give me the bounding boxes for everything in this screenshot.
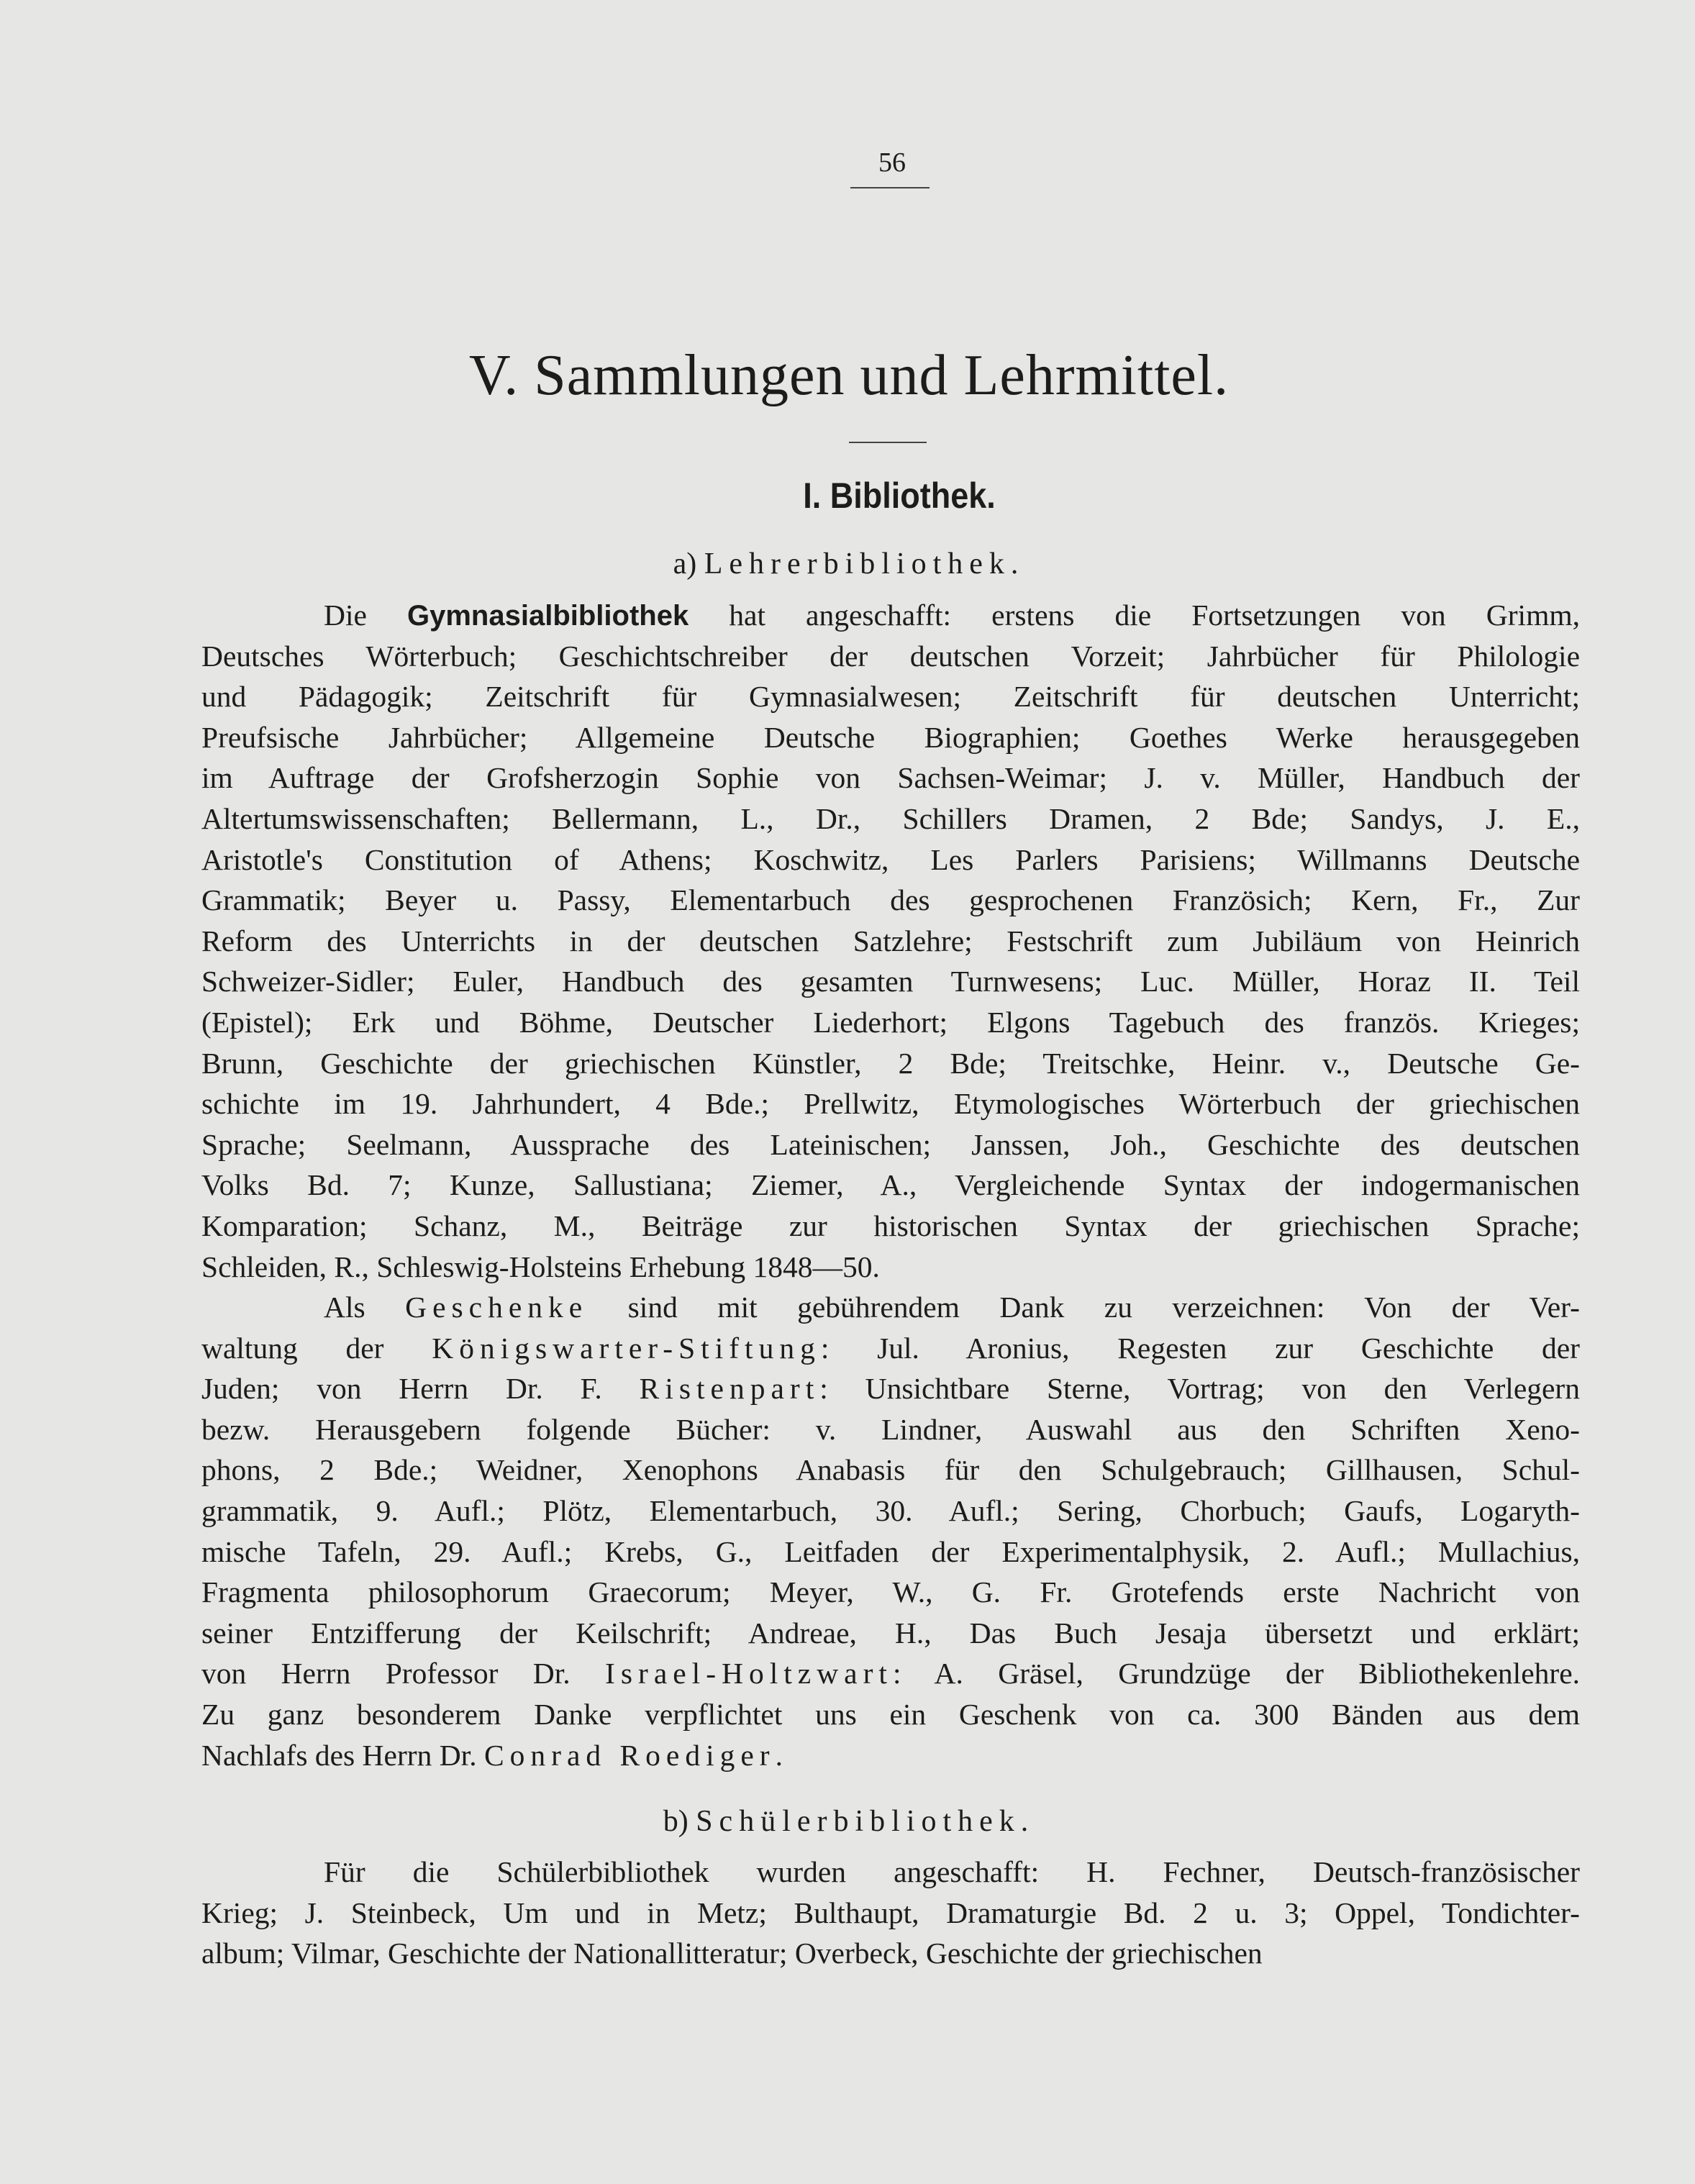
paragraph-line: (Epistel); Erk und Böhme, Deutscher Liederhort; Elgons Tagebuch des französ. Krieges;	[201, 1005, 1580, 1039]
paragraph-line: Deutsches Wörterbuch; Geschichtschreiber der deutschen Vorzeit; Jahrbücher für Philologie	[201, 639, 1580, 673]
paragraph-line: album; Vilmar, Geschichte der Nationallitteratur; Overbeck, Geschichte der griechischen	[201, 1937, 1263, 1970]
paragraph-line: im Auftrage der Grofsherzogin Sophie von Sachsen-Weimar; J. v. Müller, Handbuch der	[201, 761, 1580, 795]
paragraph-line: Sprache; Seelmann, Aussprache des Lateinischen; Janssen, Joh., Geschichte des deutschen	[201, 1127, 1580, 1161]
teacher-library-heading-word: Lehrerbibliothek.	[704, 547, 1025, 581]
paragraph-line: Aristotle's Constitution of Athens; Koschwitz, Les Parlers Parisiens; Willmanns Deutsche	[201, 842, 1580, 876]
spaced-emphasis: Königswarter-Stiftung	[432, 1331, 821, 1365]
paragraph-line: bezw. Herausgebern folgende Bücher: v. Lindner, Auswahl aus den Schriften Xeno-	[201, 1412, 1580, 1446]
paragraph-line: Schweizer-Sidler; Euler, Handbuch des gesamten Turnwesens; Luc. Müller, Horaz II. Teil	[201, 965, 1580, 998]
paragraph-line: grammatik, 9. Aufl.; Plötz, Elementarbuch, 30. Aufl.; Sering, Chorbuch; Gaufs, Logaryth-	[201, 1493, 1580, 1527]
teacher-library-heading-prefix: a)	[673, 547, 697, 581]
teacher-library-gifts-paragraph	[201, 1287, 1580, 1775]
paragraph-line: Reform des Unterrichts in der deutschen Satzlehre; Festschrift zum Jubiläum von Heinrich	[201, 924, 1580, 957]
page-number-rule	[850, 187, 930, 188]
paragraph-line: und Pädagogik; Zeitschrift für Gymnasialwesen; Zeitschrift für deutschen Unterricht;	[201, 680, 1580, 714]
student-library-heading	[273, 1801, 1424, 1842]
paragraph-line: Preufsische Jahrbücher; Allgemeine Deutsche Biographien; Goethes Werke herausgegeben	[201, 720, 1580, 754]
paragraph-line: seiner Entzifferung der Keilschrift; Andreae, H., Das Buch Jesaja übersetzt und erklärt;	[201, 1616, 1580, 1650]
paragraph-line: Volks Bd. 7; Kunze, Sallustiana; Ziemer, A., Vergleichende Syntax der indogermanischen	[201, 1168, 1580, 1202]
section-title: V. Sammlungen und Lehrmittel.	[468, 344, 1230, 407]
teacher-library-heading	[273, 544, 1424, 584]
teacher-library-purchases-paragraph	[201, 595, 1580, 1287]
paragraph-line: Für die Schülerbibliothek wurden angeschafft: H. Fechner, Deutsch-französischer	[324, 1855, 1580, 1888]
student-library-heading-word: Schülerbibliothek.	[696, 1805, 1035, 1838]
paragraph-line: Krieg; J. Steinbeck, Um und in Metz; Bulthaupt, Dramaturgie Bd. 2 u. 3; Oppel, Tondichter-	[201, 1896, 1580, 1929]
paragraph-line: Zu ganz besonderem Danke verpflichtet uns ein Geschenk von ca. 300 Bänden aus dem	[201, 1697, 1580, 1731]
paragraph-line: Nachlafs des Herrn Dr. Conrad Roediger.	[201, 1738, 783, 1772]
spaced-emphasis: Geschenke	[405, 1291, 589, 1324]
paragraph-line: schichte im 19. Jahrhundert, 4 Bde.; Prellwitz, Etymologisches Wörterbuch der griechischen	[201, 1087, 1580, 1121]
student-library-heading-prefix: b)	[663, 1805, 689, 1838]
page-number: 56	[878, 147, 906, 178]
paragraph-line: Als Geschenke sind mit gebührendem Dank zu verzeichnen: Von der Ver-	[324, 1291, 1580, 1324]
paragraph-line: Altertumswissenschaften; Bellermann, L., Dr., Schillers Dramen, 2 Bde; Sandys, J. E.,	[201, 801, 1580, 835]
paragraph-line: Komparation; Schanz, M., Beiträge zur historischen Syntax der griechischen Sprache;	[201, 1209, 1580, 1242]
spaced-emphasis: Ristenpart	[639, 1372, 820, 1406]
paragraph-line: mische Tafeln, 29. Aufl.; Krebs, G., Leitfaden der Experimentalphysik, 2. Aufl.; Mullachius,	[201, 1534, 1580, 1568]
spaced-emphasis: Conrad Roediger	[483, 1738, 776, 1772]
student-library-purchases-paragraph	[201, 1852, 1580, 1974]
paragraph-line: Brunn, Geschichte der griechischen Künstler, 2 Bde; Treitschke, Heinr. v., Deutsche Ge-	[201, 1046, 1580, 1080]
subsection-title: I. Bibliothek.	[803, 476, 996, 516]
title-rule	[849, 442, 927, 443]
paragraph-line: Fragmenta philosophorum Graecorum; Meyer, W., G. Fr. Grotefends erste Nachricht von	[201, 1575, 1580, 1609]
paragraph-line: von Herrn Professor Dr. Israel-Holtzwart: A. Gräsel, Grundzüge der Bibliothekenlehre.	[201, 1657, 1580, 1691]
paragraph-line: waltung der Königswarter-Stiftung: Jul. Aronius, Regesten zur Geschichte der	[201, 1331, 1580, 1365]
paragraph-line: Die Gymnasialbibliothek hat angeschafft: erstens die Fortsetzungen von Grimm,	[324, 599, 1581, 632]
paragraph-line: Grammatik; Beyer u. Passy, Elementarbuch des gesprochenen Französich; Kern, Fr., Zur	[201, 883, 1580, 917]
paragraph-line: Juden; von Herrn Dr. F. Ristenpart: Unsichtbare Sterne, Vortrag; von den Verlegern	[201, 1372, 1580, 1406]
bold-term: Gymnasialbibliothek	[407, 600, 689, 632]
spaced-emphasis: Israel-Holtzwart	[605, 1657, 893, 1691]
paragraph-line: Schleiden, R., Schleswig-Holsteins Erhebung 1848—50.	[201, 1250, 880, 1283]
paragraph-line: phons, 2 Bde.; Weidner, Xenophons Anabasis für den Schulgebrauch; Gillhausen, Schul-	[201, 1453, 1580, 1487]
